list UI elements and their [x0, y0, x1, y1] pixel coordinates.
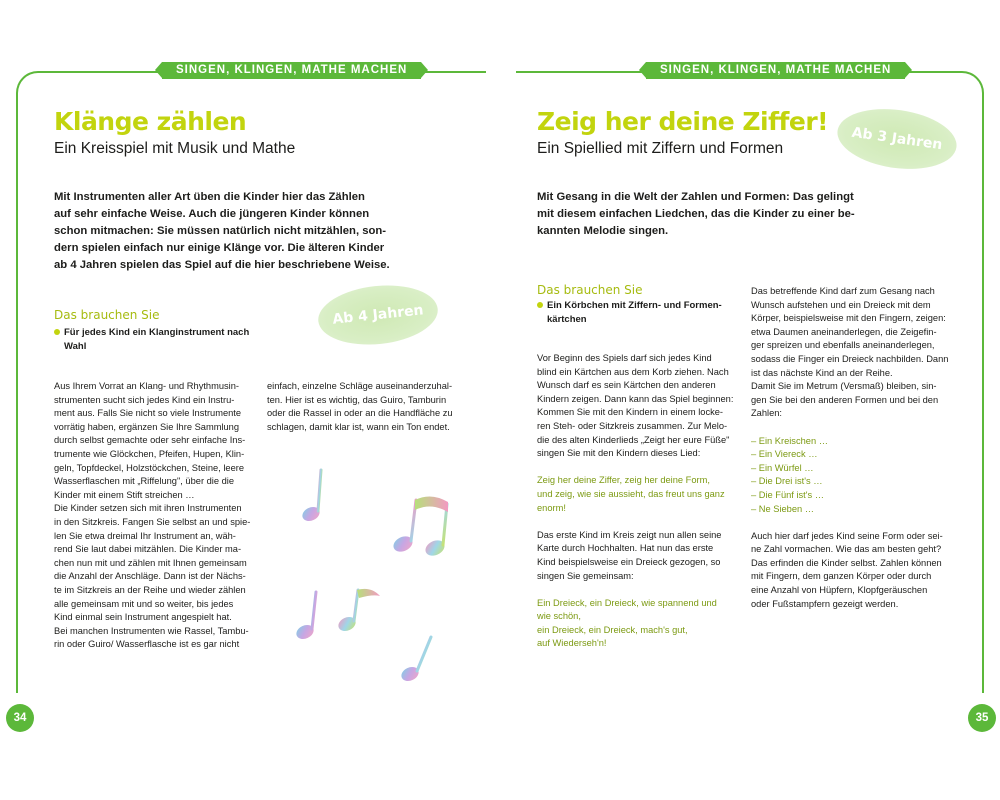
- list-item: – Ein Kreischen …: [751, 435, 828, 446]
- body-line: oder die Rassel in oder an die Handfläche zu: [267, 408, 453, 419]
- intro-line: mit diesem einfachen Liedchen, das die Kinder zu einer be-: [537, 208, 855, 220]
- body-line: blind ein Kärtchen aus dem Korb ziehen. Nach: [537, 366, 729, 377]
- left-intro: [54, 189, 474, 274]
- body-line: Das erste Kind im Kreis zeigt nun allen seine: [537, 529, 722, 540]
- song-line: ein Dreieck, ein Dreieck, mach's gut,: [537, 624, 688, 635]
- right-subtitle: Ein Spiellied mit Ziffern und Formen: [537, 140, 784, 157]
- list-item: – Ein Viereck …: [751, 449, 818, 460]
- body-line: Die Kinder setzen sich mit ihren Instrumenten: [54, 503, 242, 514]
- body-line: Wunsch darf es sein Kärtchen den anderen: [537, 380, 716, 391]
- music-notes-icon: [285, 462, 455, 697]
- page-number-left: 34: [6, 704, 34, 732]
- right-title: Zeig her deine Ziffer!: [537, 107, 829, 136]
- right-needs-heading: Das brauchen Sie: [537, 283, 643, 297]
- body-line: te im Sitzkreis an der Reihe und wieder zählen: [54, 584, 246, 595]
- body-line: len Sie etwa dreimal Ihr Instrument an, wäh-: [54, 530, 236, 541]
- body-line: Das betreffende Kind darf zum Gesang nach: [751, 286, 935, 296]
- bullet-icon: [537, 302, 543, 308]
- needs-line: Für jedes Kind ein Klanginstrument nach: [64, 327, 250, 338]
- left-title: Klänge zählen: [54, 107, 247, 136]
- page-number-right: 35: [968, 704, 996, 732]
- body-line: trumente wie Glöckchen, Pfeifen, Hupen, Klin-: [54, 448, 245, 459]
- body-line: Zahlen:: [751, 408, 783, 419]
- body-line: geln, Topfdeckel, Holzstöckchen, Steine, leere: [54, 462, 245, 473]
- body-line: durch selbst gemachte oder sehr einfache Ins-: [54, 435, 246, 446]
- body-line: Damit Sie im Metrum (Versmaß) bleiben, sin-: [751, 381, 937, 392]
- body-line: etwa Daumen aneinanderlegen, die Zeigefin-: [751, 326, 937, 337]
- body-line: ist das nächste Kind an der Reihe.: [751, 367, 893, 378]
- body-line: Das erfinden die Kinder selbst. Zahlen können: [751, 557, 942, 568]
- body-line: Bei manchen Instrumenten wie Rassel, Tambu-: [54, 625, 249, 636]
- intro-line: Mit Instrumenten aller Art üben die Kinder hier das Zählen: [54, 191, 365, 203]
- right-section-banner: SINGEN, KLINGEN, MATHE MACHEN: [646, 62, 905, 79]
- body-line: Kind einmal sein Instrument angespielt hat.: [54, 612, 232, 623]
- body-line: alle gemeinsam mit und so weiter, bis jedes: [54, 598, 234, 609]
- body-line: ten. Hier ist es wichtig, das Guiro, Tamburin: [267, 394, 447, 405]
- left-age-badge: Ab 4 Jahren: [315, 280, 440, 350]
- body-line: Vor Beginn des Spiels darf sich jedes Kind: [537, 353, 712, 363]
- song-line: enorm!: [537, 502, 566, 513]
- intro-line: schon mitmachen: Sie müssen natürlich nicht mitzählen, son-: [54, 225, 387, 237]
- body-line: gen Sie bei den anderen Formen und bei den: [751, 394, 939, 405]
- bullet-icon: [54, 329, 60, 335]
- left-section-banner: SINGEN, KLINGEN, MATHE MACHEN: [162, 62, 421, 79]
- right-intro: [537, 189, 937, 240]
- left-body-column-1: [54, 380, 254, 652]
- body-line: eine Anzahl von Hüpfern, Klopfgeräuschen: [751, 585, 928, 596]
- body-line: in den Sitzkreis. Fangen Sie selbst an und spie-: [54, 516, 251, 527]
- body-line: ren Steh- oder Sitzkreis zusammen. Zur Melo-: [537, 420, 728, 431]
- intro-line: kannten Melodie singen.: [537, 225, 669, 237]
- song-line: Ein Dreieck, ein Dreieck, wie spannend und: [537, 597, 717, 608]
- body-line: oder Fußstampfern gezeigt werden.: [751, 598, 899, 609]
- needs-line: Wahl: [64, 341, 87, 352]
- body-line: Kinder mit einem Stift streichen …: [54, 489, 195, 500]
- body-line: sodass die Finger ein Dreieck nachbilden. Dann: [751, 353, 949, 364]
- list-item: – Ein Würfel …: [751, 462, 814, 473]
- body-line: Aus Ihrem Vorrat an Klang- und Rhythmusin-: [54, 381, 239, 391]
- body-line: singen Sie gemeinsam:: [537, 570, 634, 581]
- right-body-column-2: [751, 285, 951, 611]
- song-line: auf Wiederseh'n!: [537, 638, 607, 649]
- left-body-column-2: [267, 380, 467, 434]
- body-line: ne Zahl vormachen. Wie das am besten geht?: [751, 544, 942, 555]
- right-needs-item: [537, 299, 747, 327]
- body-line: ment aus. Falls Sie nicht so viele Instrumente: [54, 408, 242, 419]
- body-line: die des alten Kinderlieds „Zeigt her eure Füße": [537, 434, 730, 445]
- song-line: Zeig her deine Ziffer, zeig her deine Form,: [537, 475, 710, 486]
- needs-line: Ein Körbchen mit Ziffern- und Formen-: [547, 300, 722, 311]
- intro-line: Mit Gesang in die Welt der Zahlen und Formen: Das gelingt: [537, 191, 854, 203]
- intro-line: auf sehr einfache Weise. Auch die jüngeren Kinder können: [54, 208, 370, 220]
- body-line: strumenten sucht sich jedes Kind ein Instru-: [54, 394, 235, 405]
- body-line: Kindern zeigen. Dann kann das Spiel beginnen:: [537, 393, 734, 404]
- body-line: mit Fingern, dem ganzen Körper oder durch: [751, 571, 932, 582]
- left-subtitle: Ein Kreisspiel mit Musik und Mathe: [54, 140, 296, 157]
- body-line: chen nun mit und zählen mit Ihnen gemeinsam: [54, 557, 247, 568]
- list-item: – Die Fünf ist's …: [751, 489, 825, 500]
- list-item: – Ne Sieben …: [751, 503, 815, 514]
- body-line: ger spreizen und ebenfalls aneinanderlegen,: [751, 340, 935, 351]
- needs-line: kärtchen: [547, 314, 587, 325]
- body-line: vorrätig haben, ergänzen Sie Ihre Sammlung: [54, 421, 240, 432]
- left-needs-item: [54, 326, 284, 354]
- intro-line: ab 4 Jahren spielen das Spiel auf die hier beschriebene Weise.: [54, 259, 390, 271]
- song-line: und zeig, wie sie aussieht, das freut uns ganz: [537, 488, 725, 499]
- list-item: – Die Drei ist's …: [751, 476, 823, 487]
- body-line: Kommen Sie mit den Kindern in einem locke-: [537, 407, 724, 418]
- left-needs-heading: Das brauchen Sie: [54, 308, 160, 322]
- body-line: rend Sie laut dabei mitzählen. Die Kinder ma-: [54, 544, 242, 555]
- body-line: singen Sie mit den Kindern dieses Lied:: [537, 448, 701, 459]
- body-line: die Anzahl der Anschläge. Dann ist der Nächs-: [54, 571, 246, 582]
- body-line: schlagen, damit klar ist, wann ein Ton endet.: [267, 421, 450, 432]
- right-age-badge: Ab 3 Jahren: [834, 102, 961, 176]
- intro-line: dern spielen einfach nur einige Klänge vor. Die älteren Kinder: [54, 242, 385, 254]
- song-line: wie schön,: [537, 611, 581, 622]
- body-line: Auch hier darf jedes Kind seine Form oder sei-: [751, 530, 943, 541]
- body-line: Kind beispielsweise ein Dreieck gezogen, so: [537, 556, 721, 567]
- body-line: Wunsch aufstehen und ein Dreieck mit dem: [751, 299, 931, 310]
- body-line: Wasserflaschen mit „Riffelung", über die die: [54, 476, 235, 487]
- body-line: Karte durch Hochhalten. Hat nun das erste: [537, 543, 714, 554]
- body-line: einfach, einzelne Schläge auseinanderzuhal-: [267, 381, 453, 391]
- body-line: rin oder Guiro/ Wasserflasche ist es gar nicht: [54, 639, 240, 650]
- right-body-column-1: [537, 352, 742, 651]
- body-line: Körper, beispielsweise mit den Fingern, zeigen:: [751, 313, 946, 324]
